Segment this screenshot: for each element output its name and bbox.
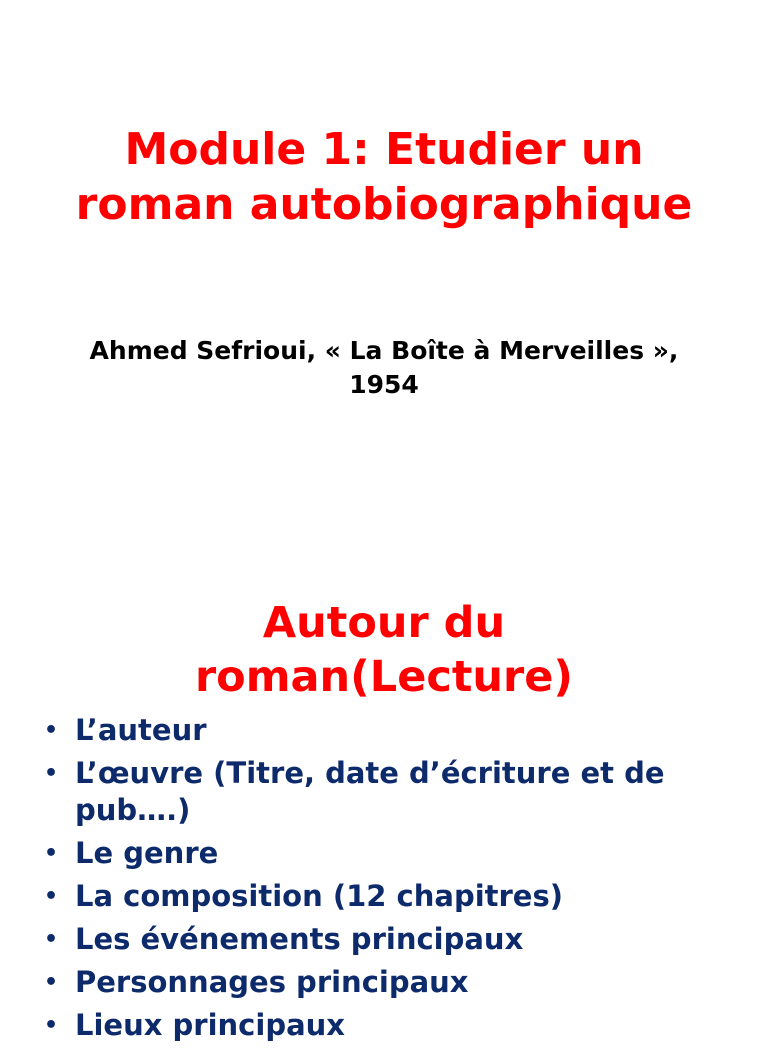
bullet-dot-icon: • — [44, 884, 59, 909]
list-item — [40, 921, 740, 958]
bullet-dot-icon: • — [44, 761, 59, 786]
list-item-label: La composition (12 chapitres) — [75, 879, 563, 913]
title-line-1: Module 1: Etudier un — [124, 124, 644, 175]
list-item-label: Lieux principaux — [75, 1008, 345, 1042]
slide-reading-heading — [0, 596, 768, 704]
list-item — [40, 878, 740, 915]
bullet-dot-icon: • — [44, 1013, 59, 1038]
reading-title-line-2: roman(Lecture) — [194, 652, 574, 702]
slide-title-heading — [0, 122, 768, 232]
bullet-dot-icon: • — [44, 841, 59, 866]
list-item-label: Les événements principaux — [75, 922, 524, 956]
bullet-dot-icon: • — [44, 970, 59, 995]
reading-title-line-1: Autour du — [262, 598, 506, 648]
list-item-label: L’œuvre (Titre, date d’écriture et de pub….) — [75, 756, 665, 827]
bullet-list — [40, 712, 740, 1050]
list-item — [40, 835, 740, 872]
slide-subtitle — [0, 334, 768, 402]
title-line-2: roman autobiographique — [75, 179, 693, 230]
list-item — [40, 964, 740, 1001]
list-item — [40, 755, 740, 829]
list-item — [40, 1007, 740, 1044]
list-item-label: Le genre — [75, 836, 219, 870]
slide-reading — [0, 512, 768, 1042]
list-item-label: Personnages principaux — [75, 965, 469, 999]
bullet-dot-icon: • — [44, 718, 59, 743]
list-item — [40, 712, 740, 749]
subtitle-line-1: Ahmed Sefrioui, « La Boîte à Merveilles », — [89, 336, 679, 365]
bullet-dot-icon: • — [44, 927, 59, 952]
list-item-label: L’auteur — [75, 713, 207, 747]
subtitle-line-2: 1954 — [349, 370, 419, 399]
slide-title — [0, 0, 768, 512]
